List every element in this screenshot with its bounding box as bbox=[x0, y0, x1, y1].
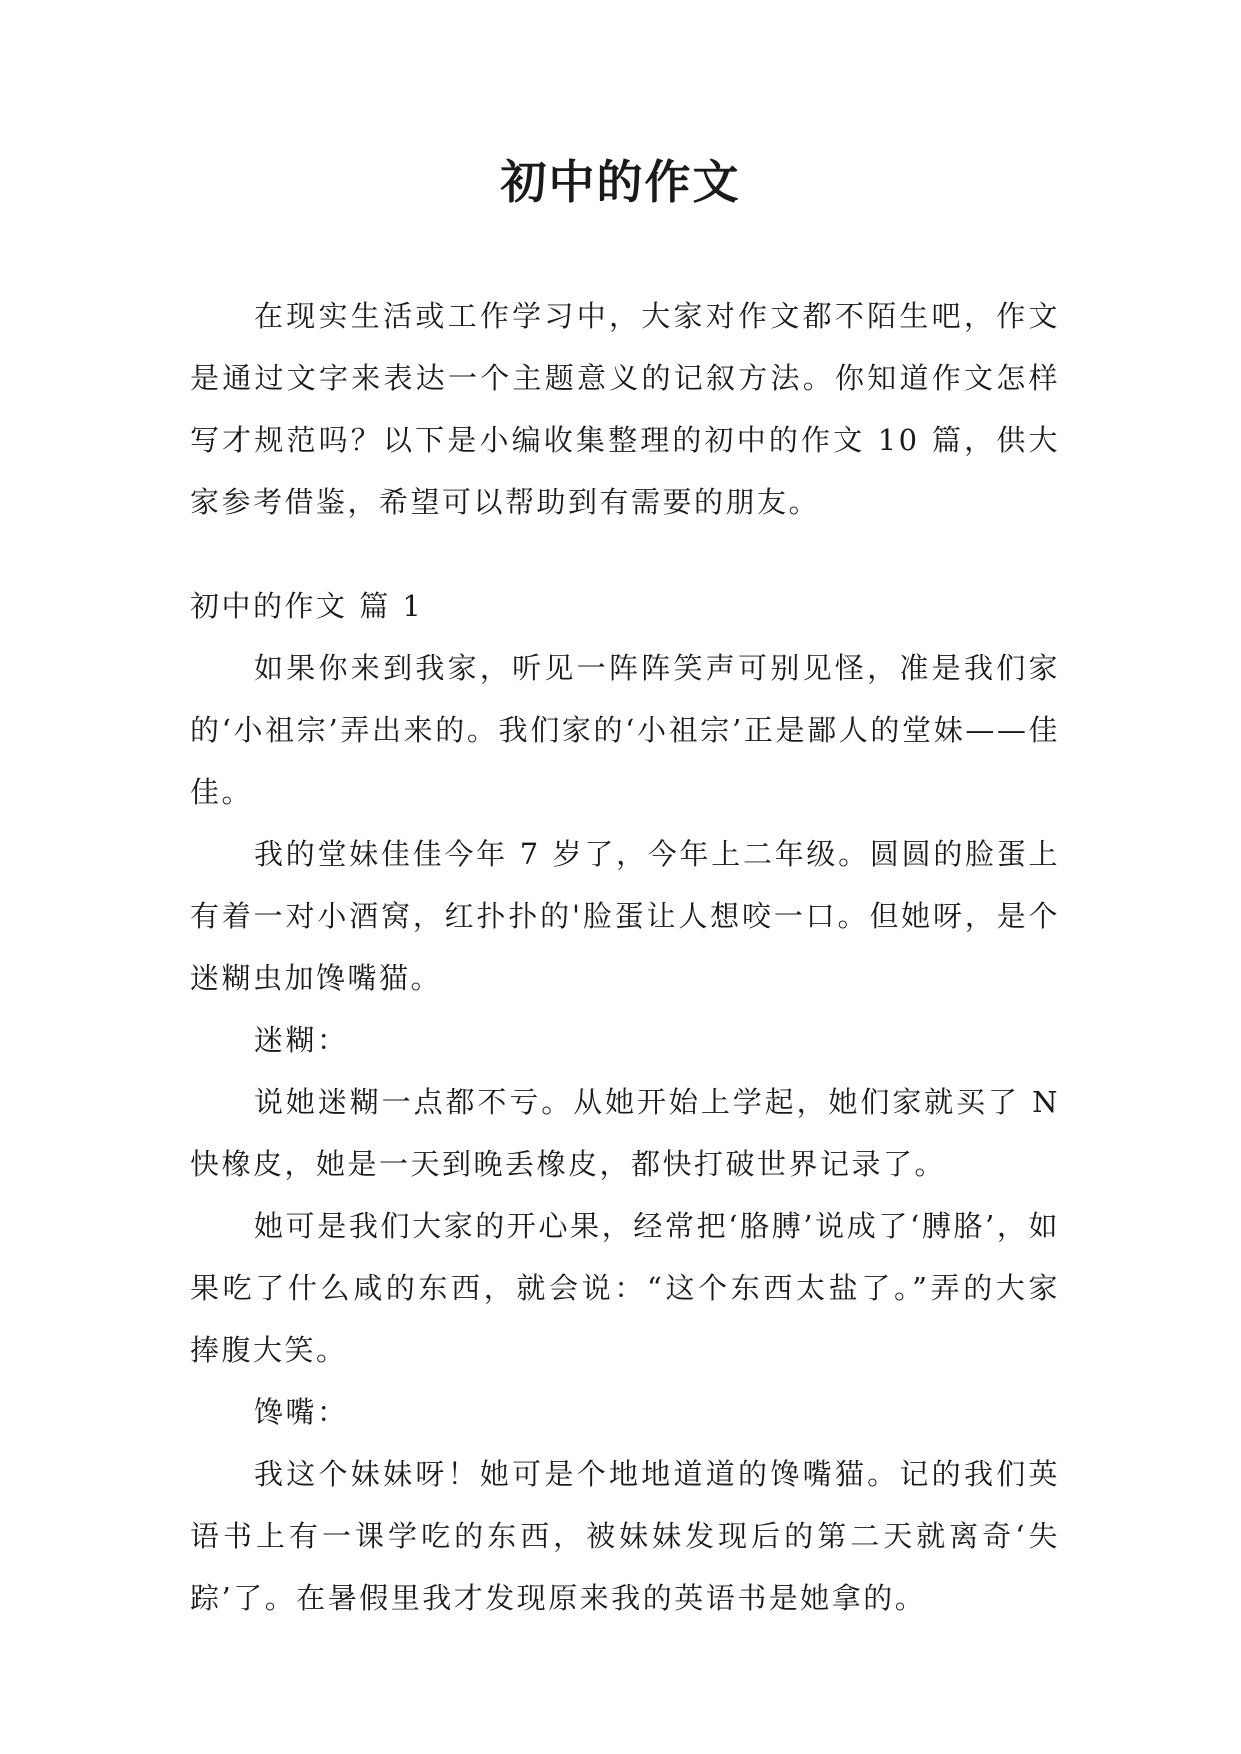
essay-section bbox=[190, 575, 1060, 1629]
intro-block bbox=[190, 285, 1060, 533]
subheading-mihu: 迷糊： bbox=[254, 1023, 349, 1057]
document-title: 初中的作文 bbox=[500, 155, 741, 209]
body-paragraph: 我这个妹妹呀！她可是个地地道道的馋嘴猫。记的我们英语书上有一课学吃的东西，被妹妹发现后的第二天就离奇‘失踪’了。在暑假里我才发现原来我的英语书是她拿的。 bbox=[190, 1457, 1060, 1615]
intro-paragraph: 在现实生活或工作学习中，大家对作文都不陌生吧，作文是通过文字来表达一个主题意义的记叙方法。你知道作文怎样写才规范吗？以下是小编收集整理的初中的作文 10 篇，供大家参考借鉴，希望可以帮助到有需要的朋友。 bbox=[190, 299, 1060, 519]
body-paragraph: 我的堂妹佳佳今年 7 岁了，今年上二年级。圆圆的脸蛋上有着一对小酒窝，红扑扑的'脸蛋让人想咬一口。但她呀，是个迷糊虫加馋嘴猫。 bbox=[190, 837, 1060, 995]
body-paragraph: 说她迷糊一点都不亏。从她开始上学起，她们家就买了 N 快橡皮，她是一天到晚丢橡皮，都快打破世界记录了。 bbox=[190, 1085, 1060, 1181]
body-paragraph: 如果你来到我家，听见一阵阵笑声可别见怪，准是我们家的‘小祖宗’弄出来的。我们家的‘小祖宗’正是鄙人的堂妹——佳佳。 bbox=[190, 651, 1060, 809]
body-paragraph: 她可是我们大家的开心果，经常把‘胳膊’说成了‘膊胳’，如果吃了什么咸的东西，就会说：“这个东西太盐了。”弄的大家捧腹大笑。 bbox=[190, 1209, 1060, 1367]
subheading-chanzui: 馋嘴： bbox=[254, 1395, 349, 1429]
section-heading: 初中的作文 篇 1 bbox=[190, 589, 424, 623]
